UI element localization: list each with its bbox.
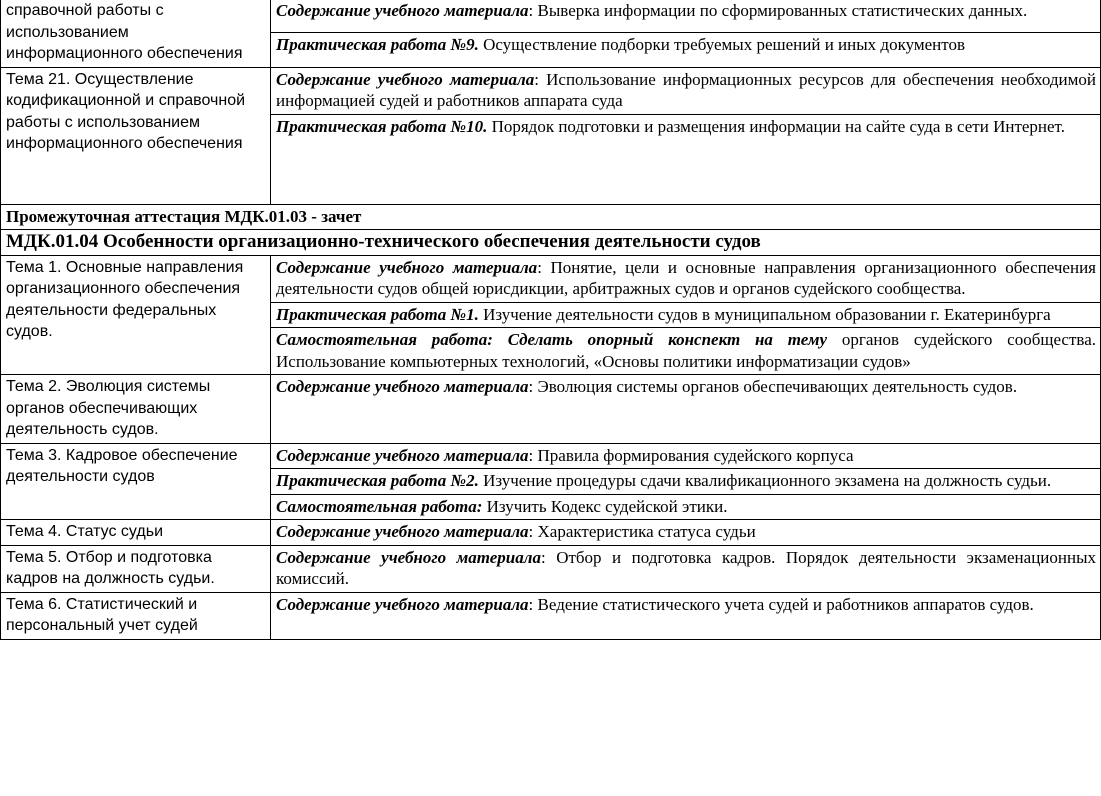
item-label: Содержание учебного материала [276, 522, 529, 541]
content-cell [271, 328, 1101, 375]
item-text: Эволюция системы органов обеспечивающих деятельность судов. [533, 377, 1018, 396]
topic-cell: Тема 4. Статус судьи [1, 520, 271, 546]
module-heading: МДК.01.04 Особенности организационно-технического обеспечения деятельности судов [1, 230, 1101, 256]
topic-cell: Тема 2. Эволюция системы органов обеспечивающих деятельность судов. [1, 375, 271, 444]
item-text: Изучение процедуры сдачи квалификационного экзамена на должность судьи. [478, 471, 1052, 490]
item-text: Изучение деятельности судов в муниципальном образовании г. Екатеринбурга [478, 304, 1051, 324]
item-label: Содержание учебного материала [276, 594, 529, 614]
attestation-cell: Промежуточная аттестация МДК.01.03 - зачет [1, 204, 1101, 230]
content-cell: Содержание учебного материала: Выверка информации по сформированных статистических данных. [271, 0, 1101, 33]
content-cell [271, 33, 1101, 67]
item-text: Понятие, цели и основные направления организационного обеспечения деятельности судов общей юрисдикции, арбитражных судов и органов судейского сообщества. [276, 257, 1096, 298]
item-text: Порядок подготовки и размещения информации на сайте суда в сети Интернет. [487, 116, 1065, 136]
item-label: Содержание учебного материала [276, 1, 529, 20]
item-label: Содержание учебного материала [276, 257, 538, 277]
table-row [1, 545, 1101, 592]
item-text: Осуществление подборки требуемых решений и иных документов [478, 35, 965, 55]
item-label: Содержание учебного материала [276, 377, 529, 396]
content-cell [271, 494, 1101, 520]
topic-cell: Тема 6. Статистический и персональный учет судей [1, 592, 271, 639]
table-row [1, 443, 1101, 469]
table-row [1, 0, 1101, 33]
content-cell: Содержание учебного материала: Эволюция системы органов обеспечивающих деятельность судов. [271, 375, 1101, 444]
content-cell [271, 114, 1101, 204]
content-cell: Содержание учебного материала: Правила формирования судейского корпуса [271, 443, 1101, 469]
table-row [1, 520, 1101, 546]
content-cell: Содержание учебного материала: Понятие, цели и основные направления организационного обеспечения деятельности судов общей юрисдикции, арбитражных судов и органов судейского сообщества. [271, 255, 1101, 302]
item-label: Содержание учебного материала [276, 547, 541, 567]
table-row [1, 255, 1101, 302]
table-row [1, 204, 1101, 230]
topic-cell: справочной работы с использованием информационного обеспечения [1, 0, 271, 67]
item-label: Практическая работа №9. [276, 35, 479, 55]
item-text: Использование информационных ресурсов для обеспечения необходимой информацией судей и работников аппарата суда [276, 69, 1096, 110]
item-text: Характеристика статуса судьи [533, 522, 756, 541]
topic-cell: Тема 21. Осуществление кодификационной и справочной работы с использованием информационного обеспечения [1, 67, 271, 204]
content-cell: Содержание учебного материала: Характеристика статуса судьи [271, 520, 1101, 546]
item-label: Самостоятельная работа: [276, 496, 483, 516]
item-text: Выверка информации по сформированных статистических данных. [533, 1, 1028, 20]
content-cell: Содержание учебного материала: Использование информационных ресурсов для обеспечения необходимой информацией судей и работников аппарата суда [271, 67, 1101, 114]
table-row [1, 375, 1101, 444]
topic-cell: Тема 1. Основные направления организационного обеспечения деятельности федеральных судов. [1, 255, 271, 375]
item-text: Отбор и подготовка кадров. Порядок деятельности экзаменационных комиссий. [276, 547, 1097, 588]
item-text: органов судейского сообщества. Использование компьютерных технологий, «Основы политики информатизации судов» [276, 330, 1096, 371]
content-cell: Содержание учебного материала: Ведение статистического учета судей и работников аппаратов судов. [271, 592, 1101, 639]
item-label: Практическая работа №10. [276, 116, 488, 136]
item-label: Содержание учебного материала [276, 69, 535, 89]
item-label: Содержание учебного материала [276, 445, 529, 465]
table-row [1, 230, 1101, 256]
item-label: Практическая работа №2. [276, 471, 479, 490]
item-label: Практическая работа №1. [276, 304, 479, 324]
topic-cell: Тема 3. Кадровое обеспечение деятельности судов [1, 443, 271, 520]
item-text: Ведение статистического учета судей и работников аппаратов судов. [533, 594, 1034, 614]
item-text: Изучить Кодекс судейской этики. [482, 496, 728, 516]
table-row [1, 592, 1101, 639]
topic-cell: Тема 5. Отбор и подготовка кадров на должность судьи. [1, 545, 271, 592]
content-cell: Содержание учебного материала: Отбор и подготовка кадров. Порядок деятельности экзаменационных комиссий. [271, 545, 1101, 592]
table-row [1, 67, 1101, 114]
content-cell [271, 302, 1101, 328]
item-text: Правила формирования судейского корпуса [533, 445, 854, 465]
item-label: Самостоятельная работа: Сделать опорный конспект на тему [276, 330, 828, 349]
content-cell [271, 469, 1101, 495]
